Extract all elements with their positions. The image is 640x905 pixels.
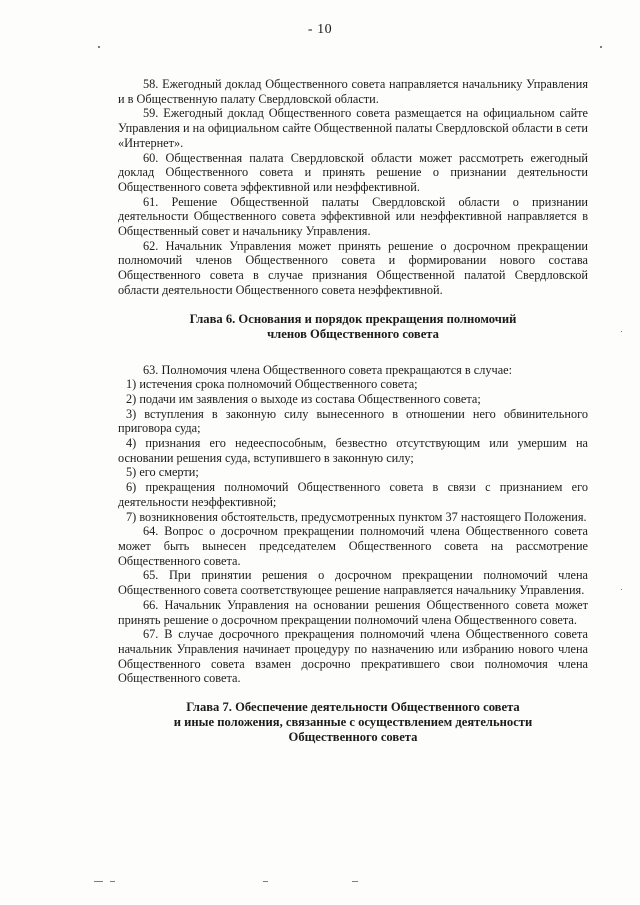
scan-speck [98,46,100,48]
document-body [118,77,588,745]
list-item-2: 2) подачи им заявления о выходе из состава Общественного совета; [126,391,481,406]
paragraph-60: 60. Общественная палата Свердловской области может рассмотреть ежегодный доклад Общественного совета и принять решение о признании деятельности Общественного совета эффективной или неэффективной. [118,150,588,194]
chapter-6-title-line-2: членов Общественного совета [267,326,439,341]
list-item-6: 6) прекращения полномочий Общественного совета в связи с признанием его деятельности неэффективной; [118,480,588,509]
scan-speck [600,46,602,48]
page-number: - 10 [307,22,333,37]
scan-speck [110,881,115,882]
chapter-7-heading [118,700,588,745]
paragraph-64: 64. Вопрос о досрочном прекращении полномочий члена Общественного совета может быть вынесен председателем Общественного совета на рассмотрение Общественного совета. [118,524,588,568]
scan-speck [621,331,622,332]
list-item-1: 1) истечения срока полномочий Общественного совета; [126,377,418,392]
paragraph-65: 65. При принятии решения о досрочном прекращении полномочий члена Общественного совета соответствующее решение направляется начальнику Управления. [118,568,588,598]
chapter-7-title-line-1: Глава 7. Обеспечение деятельности Общественного совета [186,700,520,715]
chapter-6-heading [118,312,588,342]
list-item-7: 7) возникновения обстоятельств, предусмотренных пунктом 37 настоящего Положения. [126,509,587,524]
chapter-7-title-line-3: Общественного совета [288,730,418,745]
paragraph-61: 61. Решение Общественной палаты Свердловской области о признании деятельности Общественного совета эффективной или неэффективной направляется в Общественный совет и начальнику Управления. [118,194,588,239]
paragraph-66: 66. Начальник Управления на основании решения Общественного совета может принять решение о досрочном прекращении полномочий члена Общественного совета. [118,597,588,627]
list-item-5: 5) его смерти; [126,465,199,480]
paragraph-59: 59. Ежегодный доклад Общественного совета размещается на официальном сайте Управления и на официальном сайте Общественной палаты Свердловской области в сети «Интернет». [118,106,588,150]
paragraph-62: 62. Начальник Управления может принять решение о досрочном прекращении полномочий членов Общественного совета и формировании нового состава Общественного совета в случае признания Общественной палатой Свердловской области деятельности Общественного совета неэффективной. [118,238,588,297]
paragraph-67: 67. В случае досрочного прекращения полномочий члена Общественного совета начальник Управления начинает процедуру по назначению или избранию нового члена Общественного совета взамен досрочно прекратившего свои полномочия члена Общественного совета. [118,627,588,686]
scan-speck [621,589,622,590]
paragraph-63: 63. Полномочия члена Общественного совета прекращаются в случае: [143,362,513,377]
list-item-3: 3) вступления в законную силу вынесенного в отношении него обвинительного приговора суда; [118,406,588,436]
chapter-6-title-line-1: Глава 6. Основания и порядок прекращения полномочий [189,311,517,326]
paragraph-58: 58. Ежегодный доклад Общественного совета направляется начальнику Управления и в Общественную палату Свердловской области. [118,77,588,106]
chapter-7-title-line-2: и иные положения, связанные с осуществлением деятельности [173,715,533,730]
scan-speck [263,881,268,882]
list-item-4: 4) признания его недееспособным, безвестно отсутствующим или умершим на основании решения суда, вступившего в законную силу; [118,436,588,465]
scan-speck [94,881,103,882]
scan-speck [352,881,358,882]
